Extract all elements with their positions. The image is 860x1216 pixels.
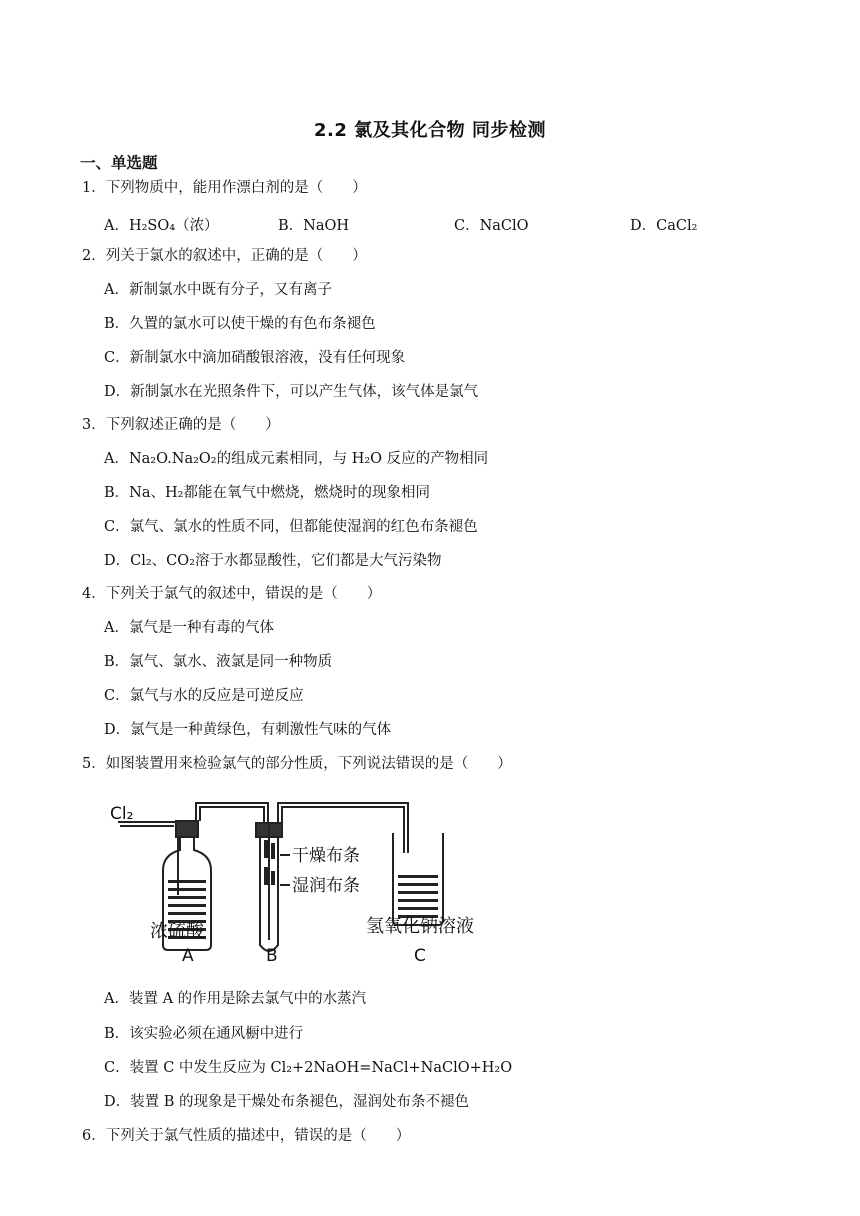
apparatus-figure xyxy=(108,795,508,970)
question-2-option-d: D．新制氯水在光照条件下，可以产生气体，该气体是氯气 xyxy=(104,384,479,400)
question-4-option-c: C．氯气与水的反应是可逆反应 xyxy=(104,688,304,704)
document-title: 2.2 氯及其化合物 同步检测 xyxy=(314,120,546,141)
reagent-c-caption: 氢氧化钠溶液 xyxy=(366,916,474,937)
question-2-option-b: B．久置的氯水可以使干燥的有色布条褪色 xyxy=(104,316,376,332)
wet-cloth-label: 湿润布条 xyxy=(292,876,360,896)
apparatus-letter-c: C xyxy=(414,946,426,966)
question-1-option-c: C．NaClO xyxy=(454,218,529,234)
question-3-option-d: D．Cl₂、CO₂溶于水都显酸性，它们都是大气污染物 xyxy=(104,553,442,569)
question-1-option-a: A．H₂SO₄（浓） xyxy=(104,218,219,234)
question-6-stem: 6．下列关于氯气性质的描述中，错误的是（ ） xyxy=(82,1128,411,1144)
question-5-option-d: D．装置 B 的现象是干燥处布条褪色，湿润处布条不褪色 xyxy=(104,1094,469,1110)
question-5-option-c: C．装置 C 中发生反应为 Cl₂+2NaOH=NaCl+NaClO+H₂O xyxy=(104,1060,513,1076)
question-3-option-b: B．Na、H₂都能在氧气中燃烧，燃烧时的现象相同 xyxy=(104,485,430,501)
question-4-option-b: B．氯气、氯水、液氯是同一种物质 xyxy=(104,654,333,670)
question-2-option-c: C．新制氯水中滴加硝酸银溶液，没有任何现象 xyxy=(104,350,406,366)
section-heading: 一、单选题 xyxy=(80,154,158,172)
reagent-a-caption: 浓硫酸 xyxy=(150,921,204,942)
dry-cloth-label: 干燥布条 xyxy=(292,846,360,866)
question-3-option-c: C．氯气、氯水的性质不同，但都能使湿润的红色布条褪色 xyxy=(104,519,478,535)
question-2-stem: 2．列关于氯水的叙述中，正确的是（ ） xyxy=(82,248,367,264)
question-4-option-d: D．氯气是一种黄绿色，有刺激性气味的气体 xyxy=(104,722,392,738)
apparatus-letter-a: A xyxy=(182,946,194,966)
question-3-stem: 3．下列叙述正确的是（ ） xyxy=(82,417,280,433)
question-1-option-d: D．CaCl₂ xyxy=(630,218,698,234)
question-4-stem: 4．下列关于氯气的叙述中，错误的是（ ） xyxy=(82,586,382,602)
question-5-option-b: B．该实验必须在通风橱中进行 xyxy=(104,1026,304,1042)
question-1-option-b: B．NaOH xyxy=(278,218,350,234)
apparatus-letter-b: B xyxy=(266,946,278,966)
chlorine-gas-label: Cl₂ xyxy=(110,804,134,824)
question-3-option-a: A．Na₂O.Na₂O₂的组成元素相同，与 H₂O 反应的产物相同 xyxy=(104,451,489,467)
question-4-option-a: A．氯气是一种有毒的气体 xyxy=(104,620,274,636)
question-2-option-a: A．新制氯水中既有分子，又有离子 xyxy=(104,282,332,298)
question-5-option-a: A．装置 A 的作用是除去氯气中的水蒸汽 xyxy=(104,991,367,1007)
question-5-stem: 5．如图装置用来检验氯气的部分性质，下列说法错误的是（ ） xyxy=(82,756,512,772)
question-1-stem: 1．下列物质中，能用作漂白剂的是（ ） xyxy=(82,180,367,196)
